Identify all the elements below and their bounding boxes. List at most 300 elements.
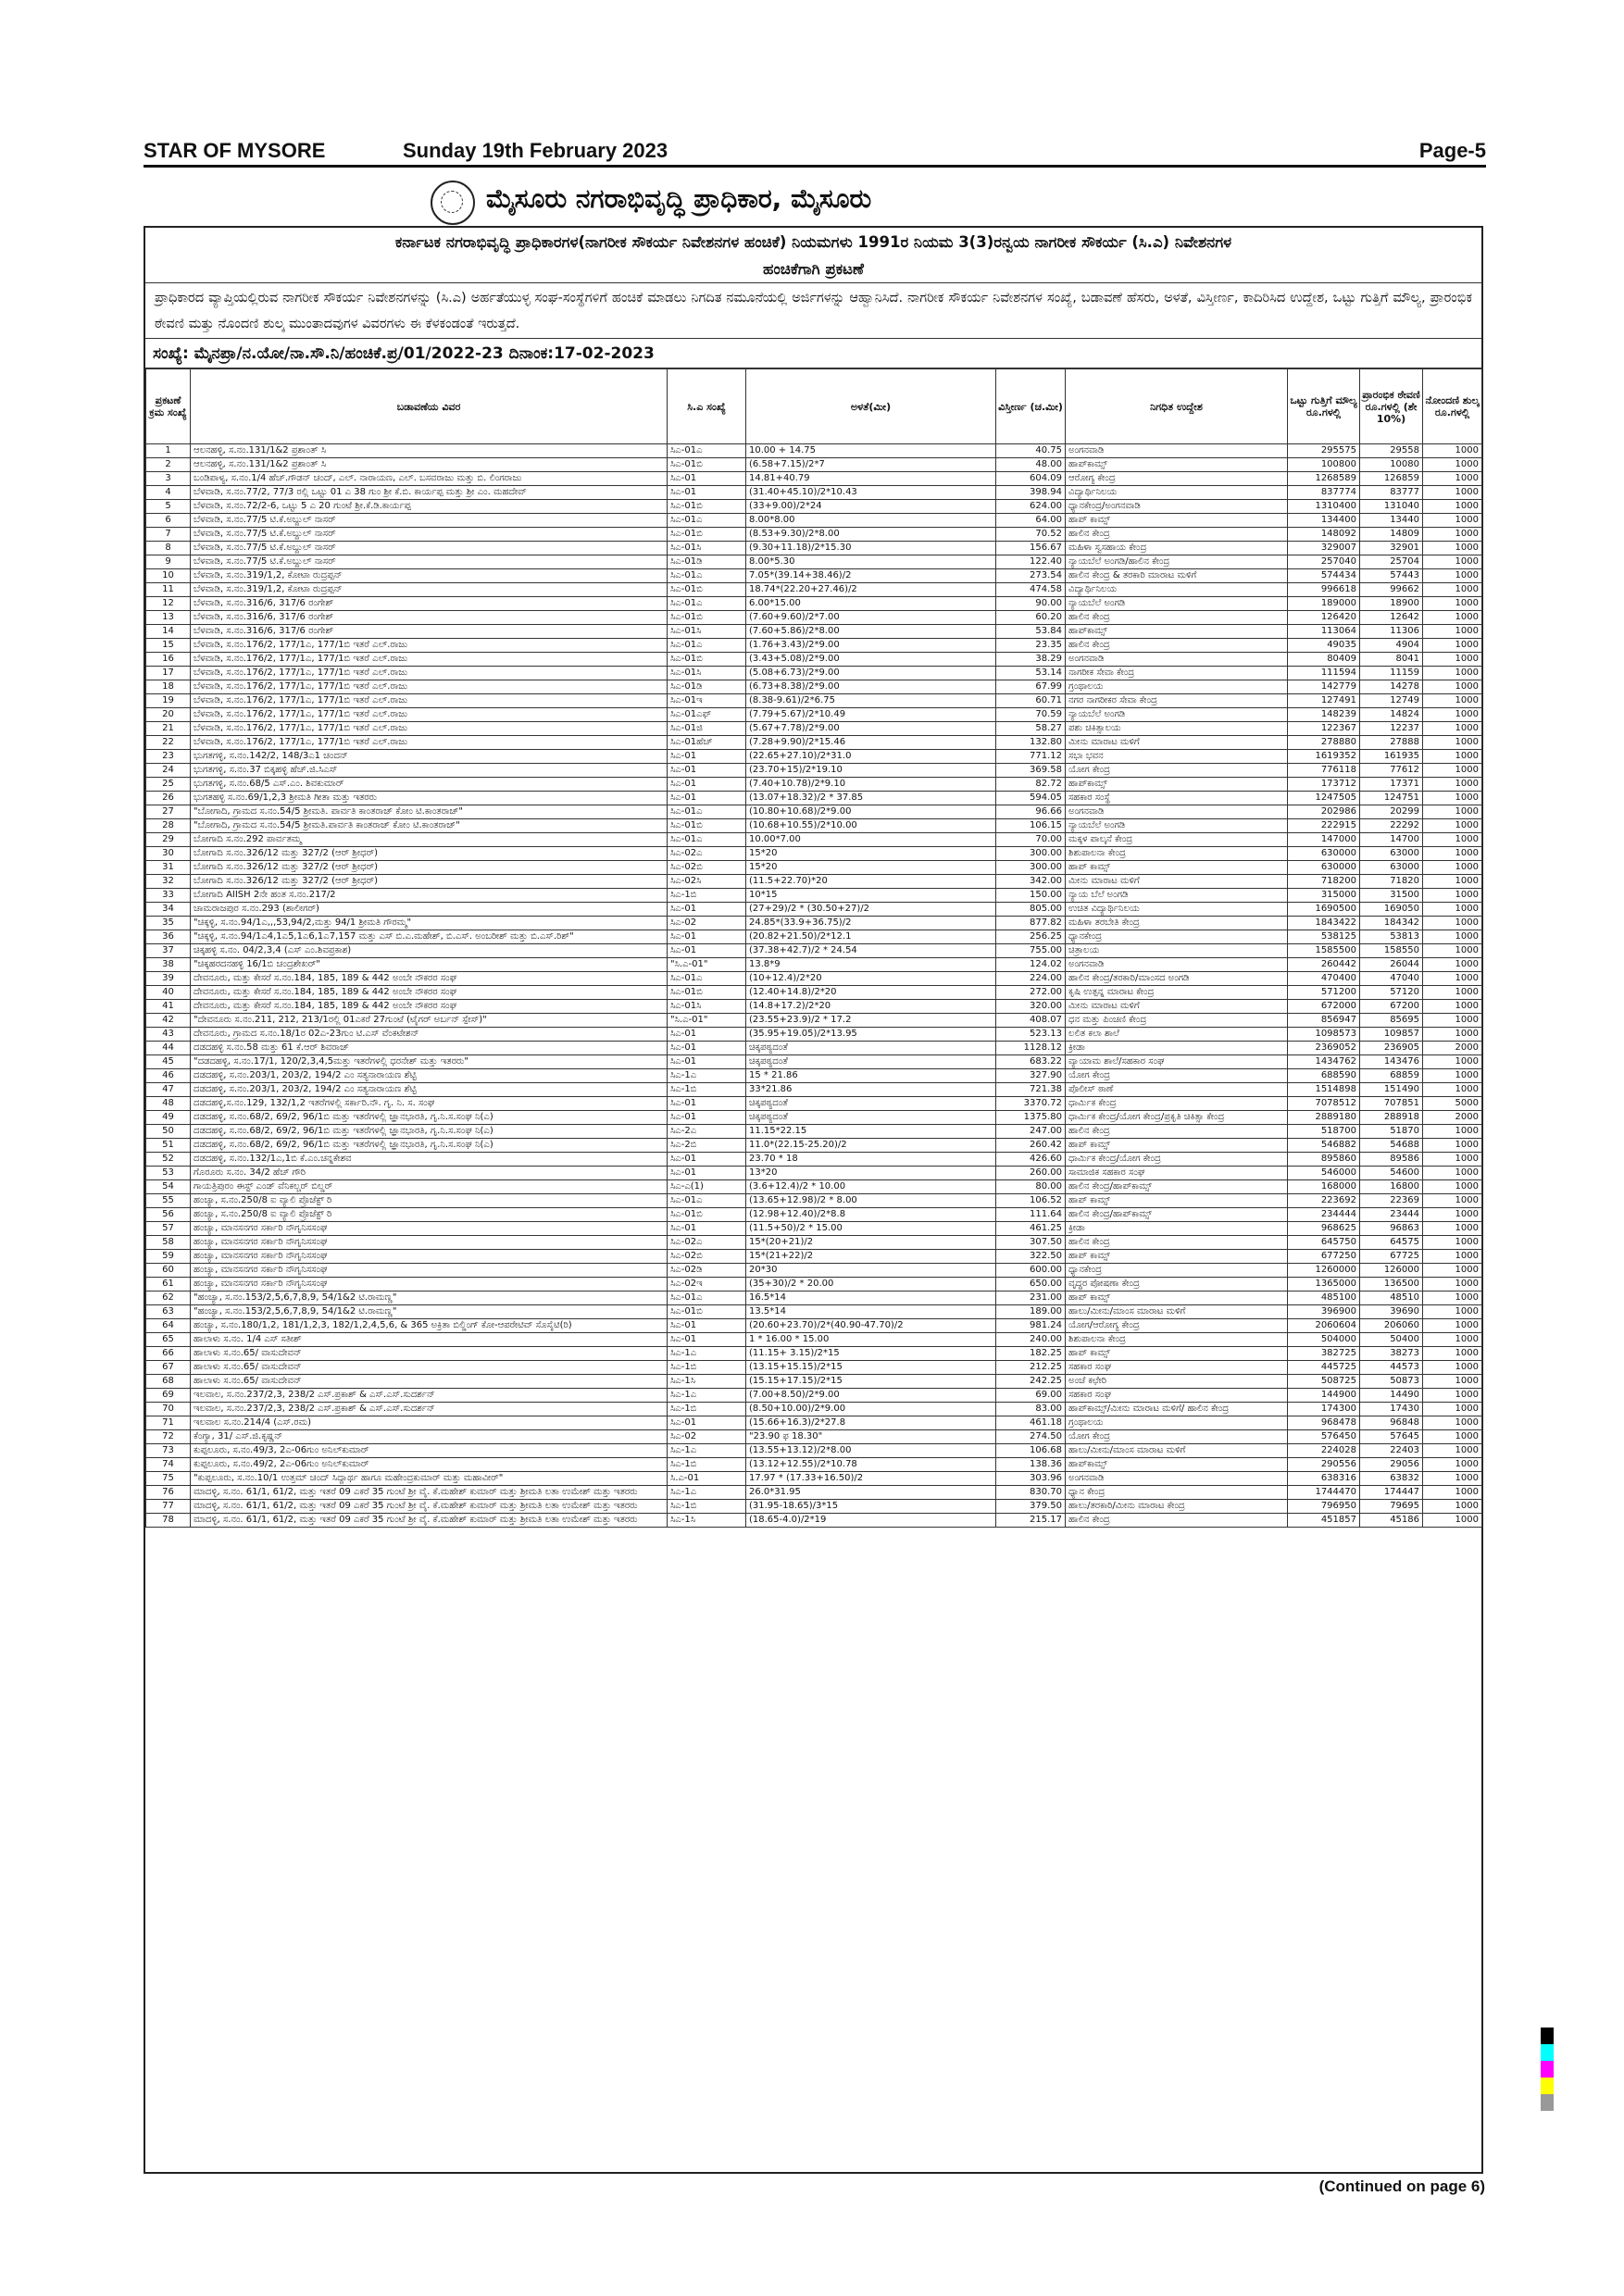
- table-row: [146, 764, 1482, 778]
- cell-fee: 1000: [1423, 1305, 1482, 1319]
- cell-ca: ಸಿಎ-01ಬಿ: [668, 611, 746, 625]
- cell-area: 106.68: [996, 1444, 1066, 1458]
- cell-dim: 13.5*14: [746, 1305, 996, 1319]
- cell-layout: ಹಾಲಾಳು ಸ.ನಂ.65/ ವಾಸುದೇವನ್: [191, 1375, 668, 1389]
- cell-dim: 15*(21+22)/2: [746, 1250, 996, 1264]
- cell-dim: (31.40+45.10)/2*10.43: [746, 486, 996, 500]
- cell-deposit: 14490: [1360, 1389, 1423, 1403]
- cell-purpose: ಹಾಲಿನ ಕೇಂದ್ರ & ತರಕಾರಿ ಮಾರಾಟ ಮಳಿಗೆ: [1066, 569, 1288, 583]
- cell-no: 13: [146, 611, 191, 625]
- cell-layout: ಬಂಡಿಪಾಳ್ಯ, ಸ.ನಂ.1/4 ಹೆಚ್.ಗೌಡನ್ ಚಂದ್, ಎಲ್. ನಾರಾಯಣ, ಎಲ್. ಬಸವರಾಜು ಮತ್ತು ಬಿ. ಲಿಂಗರಾಜು: [191, 472, 668, 486]
- cell-purpose: ಧ್ಯಾನಕೇಂದ್ರ: [1066, 930, 1288, 944]
- cell-layout: ಇಲವಾಲ ಸ.ನಂ.214/4 (ಎಸ್.ರಮ): [191, 1416, 668, 1430]
- cell-fee: 1000: [1423, 847, 1482, 861]
- cell-value: 111594: [1288, 667, 1360, 680]
- cell-purpose: ನಾಗರೀಕ ಸೇವಾ ಕೇಂದ್ರ: [1066, 667, 1288, 680]
- table-row: [146, 1458, 1482, 1472]
- cell-dim: (12.98+12.40)/2*8.8: [746, 1208, 996, 1222]
- cell-fee: 1000: [1423, 611, 1482, 625]
- cell-ca: ಸಿಎ-02ಬಿ: [668, 861, 746, 875]
- cell-purpose: ವ್ಯಾಯಾಮ ಶಾಲೆ/ಸಹಕಾರ ಸಂಘ: [1066, 1055, 1288, 1069]
- cell-value: 134400: [1288, 514, 1360, 528]
- cell-fee: 1000: [1423, 1514, 1482, 1528]
- cell-area: 461.18: [996, 1416, 1066, 1430]
- cell-deposit: 22292: [1360, 819, 1423, 833]
- cell-layout: ಮಾದಳ್ಳಿ, ಸ.ನಂ. 61/1, 61/2, ಮತ್ತು ಇತರೆ 09 ಎಕರೆ 35 ಗುಂಟೆ ಶ್ರೀ ವೈ. ಕೆ.ಮಹೇಶ್ ಕುಮಾರ್ ಮತ್ತು ಶ್ರೀಮತಿ ಲತಾ ಉಮೇಶ್ ಮತ್ತು ಇತರರು: [191, 1514, 668, 1528]
- cell-purpose: ಅಂಗನವಾಡಿ: [1066, 444, 1288, 458]
- cell-no: 43: [146, 1028, 191, 1042]
- cell-no: 29: [146, 833, 191, 847]
- cell-area: 215.17: [996, 1514, 1066, 1528]
- cell-dim: (9.30+11.18)/2*15.30: [746, 542, 996, 555]
- cell-no: 50: [146, 1125, 191, 1139]
- cell-area: 122.40: [996, 555, 1066, 569]
- cell-layout: ದಡದಹಳ್ಳಿ, ಸ.ನಂ.68/2, 69/2, 96/1ಬಿ ಮತ್ತು ಇತರೆಗಳಲ್ಲಿ ಜ್ಞಾನಭಾರತಿ, ಗೃ.ನಿ.ಸ.ಸಂಘ ನಿ(ಎ): [191, 1139, 668, 1153]
- cell-purpose: ವಿದ್ಯಾರ್ಥಿನಿಲಯ: [1066, 486, 1288, 500]
- cell-deposit: 236905: [1360, 1042, 1423, 1055]
- table-row: [146, 1333, 1482, 1347]
- cell-purpose: ಹಾಲಿನ ಕೇಂದ್ರ/ಹಾಪ್‌ಕಾಮ್ಸ್: [1066, 1208, 1288, 1222]
- cell-no: 8: [146, 542, 191, 555]
- col-header-serial: ಪ್ರಕಟಣೆ ಕ್ರಮ ಸಂಖ್ಯೆ: [146, 369, 191, 444]
- cell-fee: 1000: [1423, 833, 1482, 847]
- newspaper-name: STAR OF MYSORE: [144, 139, 326, 162]
- cell-area: 771.12: [996, 750, 1066, 764]
- cell-deposit: 17371: [1360, 778, 1423, 792]
- cell-no: 45: [146, 1055, 191, 1069]
- cell-fee: 1000: [1423, 903, 1482, 917]
- col-header-lease-value: ಒಟ್ಟು ಗುತ್ತಿಗೆ ಮೌಲ್ಯ ರೂ.ಗಳಲ್ಲಿ: [1288, 369, 1360, 444]
- cell-area: 379.50: [996, 1500, 1066, 1514]
- cell-ca: ಸಿಎ-01: [668, 930, 746, 944]
- cell-ca: ಸಿಎ-01: [668, 1333, 746, 1347]
- cell-deposit: 50400: [1360, 1333, 1423, 1347]
- cell-purpose: ನ್ಯಾಯಬೆಲೆ ಅಂಗಡಿ: [1066, 597, 1288, 611]
- cell-ca: ಸಿಎ-1ಬಿ: [668, 1500, 746, 1514]
- cell-layout: ದಡದಹಳ್ಳಿ,ಸ.ನಂ.129, 132/1,2 ಇತರೆಗಳಲ್ಲಿ ಸರ್ಕಾರಿ.ನೌ. ಗೃ. ನಿ. ಸ. ಸಂಘ: [191, 1097, 668, 1111]
- cell-layout: ಹಾಲಾಳು ಸ.ನಂ. 1/4 ಎಸ್ ಸತೀಶ್: [191, 1333, 668, 1347]
- cell-no: 1: [146, 444, 191, 458]
- cell-dim: (6.58+7.15)/2*7: [746, 458, 996, 472]
- table-row: [146, 1361, 1482, 1375]
- table-row: [146, 444, 1482, 458]
- cell-dim: 15*20: [746, 847, 996, 861]
- cell-dim: (23.70+15)/2*19.10: [746, 764, 996, 778]
- cell-no: 3: [146, 472, 191, 486]
- cell-purpose: ಧಾರ್ಮಿಕ ಕೇಂದ್ರ: [1066, 1097, 1288, 1111]
- cell-layout: ಬೋಗಾದಿ AIISH 2ನೇ ಹಂತ ಸ.ನಂ.217/2: [191, 889, 668, 903]
- cell-fee: 1000: [1423, 542, 1482, 555]
- cell-no: 77: [146, 1500, 191, 1514]
- table-row: [146, 486, 1482, 500]
- cell-ca: ಸಿಎ-02ಇ: [668, 1278, 746, 1292]
- cell-layout: ಬೆಳವಾಡಿ, ಸ.ನಂ.176/2, 177/1ಎ, 177/1ಬಿ ಇತರೆ ಎಲ್.ರಾಜು: [191, 736, 668, 750]
- table-row: [146, 833, 1482, 847]
- table-row: [146, 569, 1482, 583]
- table-row: [146, 1347, 1482, 1361]
- cell-purpose: ಮೀನು ಮಾರಾಟ ಮಳಿಗೆ: [1066, 1000, 1288, 1014]
- cell-no: 21: [146, 722, 191, 736]
- cell-area: 106.15: [996, 819, 1066, 833]
- cell-no: 56: [146, 1208, 191, 1222]
- cell-purpose: ಮೀನು ಮಾರಾಟ ಮಳಿಗೆ: [1066, 875, 1288, 889]
- cell-deposit: 47040: [1360, 972, 1423, 986]
- table-row: [146, 1055, 1482, 1069]
- cell-ca: ಸಿಎ-01ಇ: [668, 694, 746, 708]
- cell-value: 688590: [1288, 1069, 1360, 1083]
- cell-layout: ಬೆಳವಾಡಿ, ಸ.ನಂ.176/2, 177/1ಎ, 177/1ಬಿ ಇತರೆ ಎಲ್.ರಾಜು: [191, 680, 668, 694]
- cell-deposit: 77612: [1360, 764, 1423, 778]
- cell-layout: ಬೋಗಾದಿ ಸ.ನಂ.326/12 ಮತ್ತು 327/2 (ಆರ್ ಶ್ರೀಧರ್): [191, 861, 668, 875]
- cell-area: 240.00: [996, 1333, 1066, 1347]
- table-row: [146, 1444, 1482, 1458]
- cell-ca: ಸಿಎ-01ಎ: [668, 805, 746, 819]
- cell-value: 718200: [1288, 875, 1360, 889]
- cell-area: 300.00: [996, 847, 1066, 861]
- cell-ca: ಸಿಎ-1ಸಿ: [668, 1375, 746, 1389]
- cell-area: 398.94: [996, 486, 1066, 500]
- cell-value: 315000: [1288, 889, 1360, 903]
- cell-fee: 1000: [1423, 1236, 1482, 1250]
- cell-fee: 1000: [1423, 875, 1482, 889]
- cell-area: 124.02: [996, 958, 1066, 972]
- cell-dim: (15.66+16.3)/2*27.8: [746, 1416, 996, 1430]
- table-row: [146, 1514, 1482, 1528]
- table-row: [146, 792, 1482, 805]
- cell-layout: "ಚಿಕ್ಕಳ್ಳಿ, ಸ.ನಂ.94/1ಎ4,1ಎ5,1ಎ6,1ಎ7,157 ಮತ್ತು ಎಸ್ ಬಿ.ಎ.ಮಹೇಶ್, ಬಿ.ಎಸ್. ಅಂಬರೀಶ್ ಮತ್ತು ಬಿ.ಎಸ್.ರಿಶ್": [191, 930, 668, 944]
- table-row: [146, 1403, 1482, 1416]
- cell-layout: "ಬೋಗಾದಿ, ಗ್ರಾಮದ ಸ.ನಂ.54/5 ಶ್ರೀಮತಿ. ಪಾರ್ವತಿ ಕಾಂತರಾಜ್ ಕೋಂ ಟಿ.ಕಾಂತರಾಜ್": [191, 805, 668, 819]
- cell-dim: (13.55+13.12)/2*8.00: [746, 1444, 996, 1458]
- cell-dim: 14.81+40.79: [746, 472, 996, 486]
- cell-fee: 1000: [1423, 1403, 1482, 1416]
- cell-deposit: 63832: [1360, 1472, 1423, 1486]
- cell-fee: 1000: [1423, 1153, 1482, 1167]
- cell-ca: ಸಿಎ-1ಬಿ: [668, 1361, 746, 1375]
- cell-dim: (13.65+12.98)/2 * 8.00: [746, 1194, 996, 1208]
- cell-deposit: 143476: [1360, 1055, 1423, 1069]
- cell-deposit: 50873: [1360, 1375, 1423, 1389]
- cell-ca: ಸಿಎ-01ಎಫ್: [668, 708, 746, 722]
- cell-fee: 1000: [1423, 944, 1482, 958]
- cell-deposit: 14278: [1360, 680, 1423, 694]
- cell-deposit: 10080: [1360, 458, 1423, 472]
- cell-fee: 1000: [1423, 778, 1482, 792]
- cell-ca: ಸಿಎ-1ಬಿ: [668, 889, 746, 903]
- cell-value: 571200: [1288, 986, 1360, 1000]
- cell-value: 1843422: [1288, 917, 1360, 930]
- cell-purpose: ಹಾಪ್‌ಕಾಮ್ಸ್/ಮೀನು ಮಾರಾಟ ಮಳಿಗೆ/ ಹಾಲಿನ ಕೇಂದ್ರ: [1066, 1403, 1288, 1416]
- cell-value: 295575: [1288, 444, 1360, 458]
- cell-deposit: 31500: [1360, 889, 1423, 903]
- cell-ca: ಸಿಎ-01ಜಿ: [668, 722, 746, 736]
- cell-layout: ದಡದಹಳ್ಳಿ, ಸ.ನಂ.68/2, 69/2, 96/1ಬಿ ಮತ್ತು ಇತರೆಗಳಲ್ಲಿ ಜ್ಞಾನಭಾರತಿ, ಗೃ.ನಿ.ಸ.ಸಂಘ ನಿ(ಎ): [191, 1111, 668, 1125]
- cell-area: 150.00: [996, 889, 1066, 903]
- cell-purpose: ಮೀನು ಮಾರಾಟ ಮಳಿಗೆ: [1066, 736, 1288, 750]
- table-row: [146, 722, 1482, 736]
- cell-deposit: 12642: [1360, 611, 1423, 625]
- cell-value: 1098573: [1288, 1028, 1360, 1042]
- cell-ca: ಸಿಎ-01: [668, 1055, 746, 1069]
- cell-ca: ಸಿಎ-01: [668, 1111, 746, 1125]
- cell-dim: (13.07+18.32)/2 * 37.85: [746, 792, 996, 805]
- cell-layout: ದಡದಹಳ್ಳಿ, ಸ.ನಂ.203/1, 203/2, 194/2 ಎಂ ಸತ್ಯನಾರಾಯಣ ಶೆಟ್ಟಿ: [191, 1083, 668, 1097]
- cell-no: 34: [146, 903, 191, 917]
- cell-layout: ಬೆಳವಾಡಿ, ಸ.ನಂ.72/2-6, ಒಟ್ಟು 5 ಎ 20 ಗುಂಟೆ ಶ್ರೀ.ಕೆ.ಡಿ.ಕಾರ್ಯಪ್ಪ: [191, 500, 668, 514]
- cell-area: 64.00: [996, 514, 1066, 528]
- cell-fee: 1000: [1423, 736, 1482, 750]
- table-row: [146, 1264, 1482, 1278]
- cell-value: 445725: [1288, 1361, 1360, 1375]
- cell-ca: ಸಿಎ-2ಬಿ: [668, 1139, 746, 1153]
- cell-area: 156.67: [996, 542, 1066, 555]
- cell-no: 36: [146, 930, 191, 944]
- cell-dim: (14.8+17.2)/2*20: [746, 1000, 996, 1014]
- cell-area: 83.00: [996, 1403, 1066, 1416]
- cell-value: 1247505: [1288, 792, 1360, 805]
- cell-ca: ಸಿಎ-01: [668, 1222, 746, 1236]
- cell-fee: 1000: [1423, 1278, 1482, 1292]
- cell-purpose: ವೃದ್ಧರ ಪೋಷಣಾ ಕೇಂದ್ರ: [1066, 1278, 1288, 1292]
- cell-no: 9: [146, 555, 191, 569]
- cell-ca: ಸಿಎ-02ಡಿ: [668, 1264, 746, 1278]
- cell-no: 53: [146, 1167, 191, 1180]
- cell-dim: 8.00*5.30: [746, 555, 996, 569]
- table-row: [146, 458, 1482, 472]
- cell-purpose: ಉಚಿತ ವಿದ್ಯಾರ್ಥಿನಿಲಯ: [1066, 903, 1288, 917]
- cell-deposit: 39690: [1360, 1305, 1423, 1319]
- cell-no: 39: [146, 972, 191, 986]
- cell-no: 31: [146, 861, 191, 875]
- cell-dim: (7.28+9.90)/2*15.46: [746, 736, 996, 750]
- cell-area: 604.09: [996, 472, 1066, 486]
- cell-ca: ಸಿಎ-01ಎ: [668, 1194, 746, 1208]
- cell-ca: ಸಿಎ-01ಎ: [668, 639, 746, 653]
- cell-no: 62: [146, 1292, 191, 1305]
- table-row: [146, 1153, 1482, 1167]
- cell-value: 148092: [1288, 528, 1360, 542]
- cell-dim: (10+12.4)/2*20: [746, 972, 996, 986]
- cell-value: 174300: [1288, 1403, 1360, 1416]
- registration-mark-swatch: [1541, 2078, 1554, 2094]
- cell-value: 1514898: [1288, 1083, 1360, 1097]
- cell-dim: 33*21.86: [746, 1083, 996, 1097]
- cell-area: 60.71: [996, 694, 1066, 708]
- cell-deposit: 67725: [1360, 1250, 1423, 1264]
- cell-layout: "ದಡದಹಳ್ಳಿ, ಸ.ನಂ.17/1, 120/2,3,4,5ಮತ್ತು ಇತರೆಗಳಲ್ಲಿ ಧರನೇಶ್ ಮತ್ತು ಇತರರು": [191, 1055, 668, 1069]
- cell-area: 70.00: [996, 833, 1066, 847]
- cell-no: 12: [146, 597, 191, 611]
- cell-fee: 1000: [1423, 500, 1482, 514]
- notice-title-line1: ಕರ್ನಾಟಕ ನಗರಾಭಿವೃದ್ಧಿ ಪ್ರಾಧಿಕಾರಗಳ(ನಾಗರೀಕ ಸೌಕರ್ಯ ನಿವೇಶನಗಳ ಹಂಚಿಕೆ) ನಿಯಮಗಳು 1991ರ ನಿಯಮ 3(3)ರನ್ವಯ ನಾಗರೀಕ ಸೌಕರ್ಯ (ಸಿ.ಎ) ನಿವೇಶನಗಳ: [394, 233, 1232, 251]
- cell-fee: 1000: [1423, 1444, 1482, 1458]
- col-header-area: ವಿಸ್ತೀರ್ಣ (ಚ.ಮೀ): [996, 369, 1066, 444]
- cell-layout: ಬೋಗಾದಿ ಸ.ನಂ.326/12 ಮತ್ತು 327/2 (ಆರ್ ಶ್ರೀಧರ್): [191, 875, 668, 889]
- cell-no: 51: [146, 1139, 191, 1153]
- cell-deposit: 184342: [1360, 917, 1423, 930]
- cell-dim: 6.00*15.00: [746, 597, 996, 611]
- cell-area: 981.24: [996, 1319, 1066, 1333]
- cell-no: 69: [146, 1389, 191, 1403]
- cell-area: 69.00: [996, 1389, 1066, 1403]
- cell-area: 256.25: [996, 930, 1066, 944]
- cell-purpose: ಲಲಿತ ಕಲಾ ಶಾಲೆ: [1066, 1028, 1288, 1042]
- table-row: [146, 972, 1482, 986]
- cell-dim: 15*20: [746, 861, 996, 875]
- cell-layout: ಗಾಯತ್ರಿಪುರಂ ಈಸ್ಟ್ ಎಂಡ್ ವೆನಿಕಲ್ಚರ್ ಬಿಲ್ಡರ್: [191, 1180, 668, 1194]
- cell-value: 451857: [1288, 1514, 1360, 1528]
- cell-purpose: ಪಶು ಚಿಕಿತ್ಸಾಲಯ: [1066, 722, 1288, 736]
- cell-deposit: 11159: [1360, 667, 1423, 680]
- cell-value: 1365000: [1288, 1278, 1360, 1292]
- cell-dim: (23.55+23.9)/2 * 17.2: [746, 1014, 996, 1028]
- cell-deposit: 12237: [1360, 722, 1423, 736]
- cell-area: 272.00: [996, 986, 1066, 1000]
- cell-fee: 1000: [1423, 1361, 1482, 1375]
- cell-layout: ಇಲವಾಲ, ಸ.ನಂ.237/2,3, 238/2 ಎಸ್.ಪ್ರಕಾಶ್ & ಎಸ್.ಎಸ್.ಸುದರ್ಶನ್: [191, 1389, 668, 1403]
- cell-dim: (22.65+27.10)/2*31.0: [746, 750, 996, 764]
- col-header-ca-number: ಸಿ.ಎ ಸಂಖ್ಯೆ: [668, 369, 746, 444]
- cell-fee: 1000: [1423, 694, 1482, 708]
- cell-no: 61: [146, 1278, 191, 1292]
- table-row: [146, 1375, 1482, 1389]
- cell-deposit: 45186: [1360, 1514, 1423, 1528]
- continued-note: (Continued on page 6): [1318, 2177, 1485, 2195]
- cell-value: 2369052: [1288, 1042, 1360, 1055]
- cell-deposit: 96848: [1360, 1416, 1423, 1430]
- cell-purpose: ವಿದ್ಯಾರ್ಥಿನಿಲಯ: [1066, 583, 1288, 597]
- cell-deposit: 29056: [1360, 1458, 1423, 1472]
- cell-value: 672000: [1288, 1000, 1360, 1014]
- cell-dim: (20.60+23.70)/2*(40.90-47.70)/2: [746, 1319, 996, 1333]
- cell-dim: (5.67+7.78)/2*9.00: [746, 722, 996, 736]
- cell-fee: 1000: [1423, 597, 1482, 611]
- cell-layout: ಹಾಲಾಳು ಸ.ನಂ.65/ ವಾಸುದೇವನ್: [191, 1361, 668, 1375]
- cell-fee: 1000: [1423, 1486, 1482, 1500]
- cell-deposit: 158550: [1360, 944, 1423, 958]
- cell-ca: ಸಿಎ-01ಬಿ: [668, 1305, 746, 1319]
- cell-purpose: ಹಾಲು/ಮೀನು/ಮಾಂಸ ಮಾರಾಟ ಮಳಿಗೆ: [1066, 1305, 1288, 1319]
- cell-purpose: ಅಂಗನವಾಡಿ: [1066, 958, 1288, 972]
- cell-fee: 2000: [1423, 1111, 1482, 1125]
- cell-value: 1619352: [1288, 750, 1360, 764]
- cell-no: 55: [146, 1194, 191, 1208]
- cell-layout: ಬೆಳವಾಡಿ, ಸ.ನಂ.176/2, 177/1ಎ, 177/1ಬಿ ಇತರೆ ಎಲ್.ರಾಜು: [191, 667, 668, 680]
- table-row: [146, 1486, 1482, 1500]
- cell-fee: 1000: [1423, 1458, 1482, 1472]
- cell-layout: ಬೆಳವಾಡಿ, ಸ.ನಂ.316/6, 317/6 ರಂಗೇಶ್: [191, 625, 668, 639]
- table-row: [146, 653, 1482, 667]
- cell-value: 122367: [1288, 722, 1360, 736]
- cell-dim: (33+9.00)/2*24: [746, 500, 996, 514]
- cell-layout: ಮಾದಳ್ಳಿ, ಸ.ನಂ. 61/1, 61/2, ಮತ್ತು ಇತರೆ 09 ಎಕರೆ 35 ಗುಂಟೆ ಶ್ರೀ ವೈ. ಕೆ.ಮಹೇಶ್ ಕುಮಾರ್ ಮತ್ತು ಶ್ರೀಮತಿ ಲತಾ ಉಮೇಶ್ ಮತ್ತು ಇತರರು: [191, 1500, 668, 1514]
- cell-value: 147000: [1288, 833, 1360, 847]
- cell-ca: ಸಿಎ-01: [668, 778, 746, 792]
- cell-no: 37: [146, 944, 191, 958]
- cell-fee: 1000: [1423, 1347, 1482, 1361]
- table-row: [146, 1319, 1482, 1333]
- cell-no: 78: [146, 1514, 191, 1528]
- cell-ca: ಸಿಎ-01ಬಿ: [668, 986, 746, 1000]
- cell-purpose: ಹಾಲಿನ ಕೇಂದ್ರ: [1066, 1514, 1288, 1528]
- cell-deposit: 11306: [1360, 625, 1423, 639]
- cell-layout: ಹಂಚ್ಯಾ, ಮಾನಸನಗರ ಸರ್ಕಾರಿ ನೌಗೃನಿಸಸಂಘ: [191, 1264, 668, 1278]
- cell-purpose: ಶಿಶುಪಾಲನಾ ಕೇಂದ್ರ: [1066, 1333, 1288, 1347]
- cell-ca: ಸಿಎ-01: [668, 1097, 746, 1111]
- cell-ca: ಸಿಎ-01: [668, 1153, 746, 1167]
- cell-value: 895860: [1288, 1153, 1360, 1167]
- cell-layout: ಕುಪ್ಪಲೂರು, ಸ.ನಂ.49/2, 2ಎ-06ಗುಂ ಅನಿಲ್‌ಕುಮಾರ್: [191, 1458, 668, 1472]
- cell-ca: "ಸಿ.ಎ-01": [668, 1014, 746, 1028]
- cell-deposit: 151490: [1360, 1083, 1423, 1097]
- cell-no: 28: [146, 819, 191, 833]
- cell-deposit: 174447: [1360, 1486, 1423, 1500]
- cell-purpose: ಚಿತ್ರಾಲಯ: [1066, 944, 1288, 958]
- table-row: [146, 680, 1482, 694]
- cell-dim: 13.8*9: [746, 958, 996, 972]
- cell-ca: ಸಿಎ-01ಎ: [668, 1292, 746, 1305]
- cell-value: 546882: [1288, 1139, 1360, 1153]
- cell-layout: "ಚಿಕ್ಕಹರದನಹಳ್ಳಿ 16/1ಬಿ ಚಂದ್ರಶೇಖರ್": [191, 958, 668, 972]
- table-row: [146, 903, 1482, 917]
- cell-fee: 1000: [1423, 917, 1482, 930]
- table-row: [146, 1069, 1482, 1083]
- cell-no: 25: [146, 778, 191, 792]
- cell-no: 38: [146, 958, 191, 972]
- cell-fee: 2000: [1423, 1042, 1482, 1055]
- notice-title-line2: ಹಂಚಿಕೆಗಾಗಿ ಪ್ರಕಟಣೆ: [763, 260, 864, 278]
- cell-ca: "ಸಿ.ಎ-01": [668, 958, 746, 972]
- cell-ca: ಸಿಎ-02ಎ: [668, 1236, 746, 1250]
- cell-layout: ದಡದಹಳ್ಳಿ, ಸ.ನಂ.68/2, 69/2, 96/1ಬಿ ಮತ್ತು ಇತರೆಗಳಲ್ಲಿ ಜ್ಞಾನಭಾರತಿ, ಗೃ.ನಿ.ಸ.ಸಂಘ ನಿ(ಎ): [191, 1125, 668, 1139]
- cell-ca: ಸಿಎ-01ಬಿ: [668, 458, 746, 472]
- cell-purpose: ಹಾಪ್‌ಕಾಮ್ಸ್: [1066, 1458, 1288, 1472]
- cell-layout: ಬೆಳವಾಡಿ, ಸ.ನಂ.77/5 ಟಿ.ಕೆ.ಅಬ್ದುಲ್ ನಾಸರ್: [191, 528, 668, 542]
- cell-purpose: ಮಹಿಳಾ ಸ್ವಸಹಾಯ ಕೇಂದ್ರ: [1066, 542, 1288, 555]
- table-row: [146, 514, 1482, 528]
- cell-layout: ಭುಗತಹಳ್ಳಿ ಸ.ನಂ.69/1,2,3 ಶ್ರೀಮತಿ ಗೀತಾ ಮತ್ತು ಇತರರು: [191, 792, 668, 805]
- col-header-layout: ಬಡಾವಣೆಯ ವಿವರ: [191, 369, 668, 444]
- cell-fee: 1000: [1423, 1055, 1482, 1069]
- cell-no: 67: [146, 1361, 191, 1375]
- cell-no: 52: [146, 1153, 191, 1167]
- cell-purpose: ಸಹಕಾರ ಸಂಸ್ಥೆ: [1066, 792, 1288, 805]
- cell-area: 624.00: [996, 500, 1066, 514]
- cell-value: 222915: [1288, 819, 1360, 833]
- cell-dim: 10.00*7.00: [746, 833, 996, 847]
- cell-fee: 1000: [1423, 1333, 1482, 1347]
- cell-deposit: 14824: [1360, 708, 1423, 722]
- cell-value: 638316: [1288, 1472, 1360, 1486]
- table-row: [146, 889, 1482, 903]
- cell-deposit: 89586: [1360, 1153, 1423, 1167]
- cell-area: 369.58: [996, 764, 1066, 778]
- cell-value: 113064: [1288, 625, 1360, 639]
- table-row: [146, 875, 1482, 889]
- cell-fee: 1000: [1423, 1472, 1482, 1486]
- cell-deposit: 25704: [1360, 555, 1423, 569]
- cell-value: 173712: [1288, 778, 1360, 792]
- cell-deposit: 32901: [1360, 542, 1423, 555]
- cell-ca: ಸಿಎ-01: [668, 903, 746, 917]
- cell-ca: ಸಿಎ-2ಎ: [668, 1125, 746, 1139]
- cell-purpose: ಹಾಪ್ ಕಾಮ್ಸ್: [1066, 514, 1288, 528]
- cell-fee: 1000: [1423, 1430, 1482, 1444]
- cell-deposit: 20299: [1360, 805, 1423, 819]
- cell-deposit: 136500: [1360, 1278, 1423, 1292]
- cell-dim: (12.40+14.8)/2*20: [746, 986, 996, 1000]
- cell-no: 64: [146, 1319, 191, 1333]
